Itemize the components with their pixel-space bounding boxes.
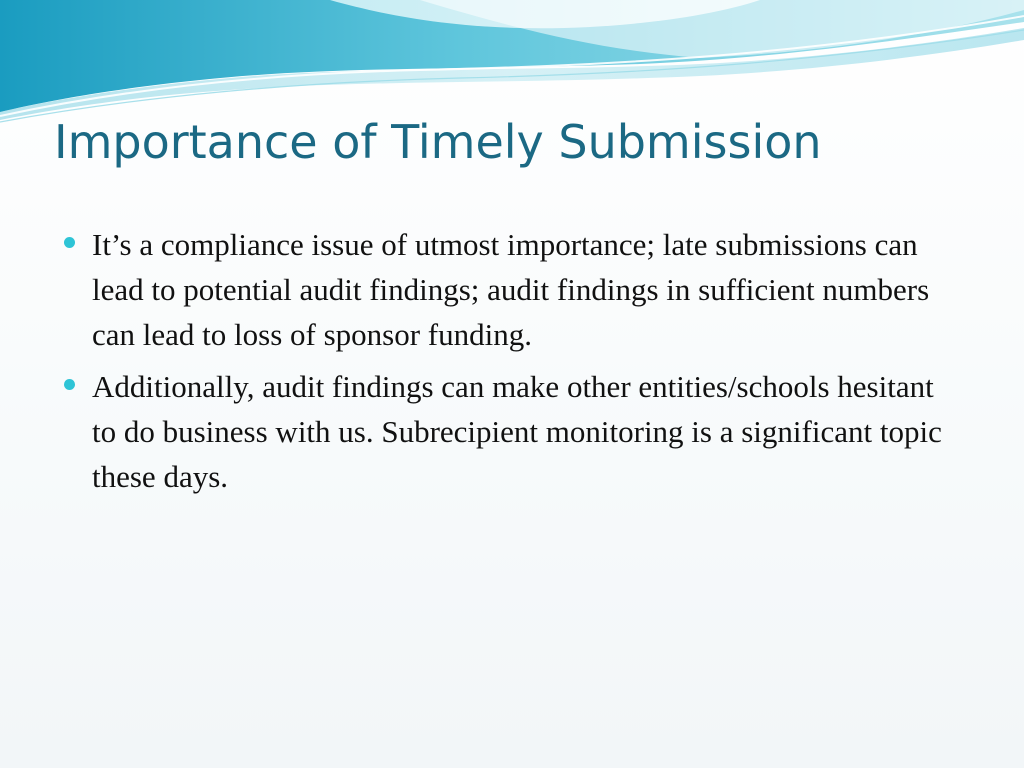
bullet-dot-icon bbox=[64, 379, 75, 390]
bullet-list bbox=[62, 222, 962, 506]
bullet-text: Additionally, audit findings can make other entities/schools hesitant to do business with us. Subrecipient monitoring is a significant topic these days. bbox=[92, 369, 942, 494]
bullet-item bbox=[62, 222, 962, 357]
bullet-item bbox=[62, 364, 962, 499]
bullet-text: It’s a compliance issue of utmost importance; late submissions can lead to potential audit findings; audit findings in sufficient numbers can lead to loss of sponsor funding. bbox=[92, 227, 930, 352]
bullet-dot-icon bbox=[64, 237, 75, 248]
slide-title: Importance of Timely Submission bbox=[54, 115, 822, 169]
